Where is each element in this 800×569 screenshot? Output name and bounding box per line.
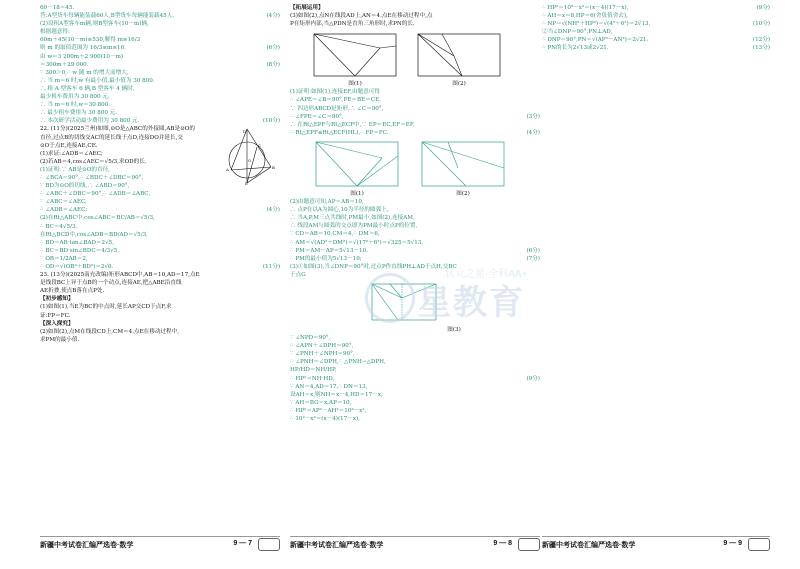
text-line-content: ∴ 线段AM与圆弧的交点即为PM最小时点P的位置, <box>290 223 418 230</box>
column-left <box>40 4 280 344</box>
footer-title: 新疆中考试卷汇编严选卷·数学 <box>40 542 134 549</box>
watermark-main-text: 星教育 <box>417 284 525 322</box>
text-line <box>40 320 280 328</box>
footer-page-7 <box>40 536 280 551</box>
text-line <box>290 105 540 113</box>
text-line <box>290 350 540 358</box>
text-line-content: ∴ ∠FPE＝∠C＝90°, <box>290 113 344 120</box>
text-line-content: 于点G <box>290 271 306 278</box>
text-line <box>290 239 540 247</box>
text-line <box>290 214 540 222</box>
score-label: (4分) <box>266 207 280 214</box>
solution-22-block <box>40 166 280 271</box>
figure-a <box>312 138 402 198</box>
text-line <box>40 214 280 222</box>
text-line-content: ∴ DNP＝90°,PN＝√(AP²－AN²)＝2√21. <box>542 37 649 44</box>
score-label: (7分) <box>526 255 540 262</box>
text-line-content: ∴ Rt△EPF≌Rt△ECF(HL),∴ FP＝FC. <box>290 129 389 136</box>
text-line-content: ∵ ∠PNH＋∠NPH＝90°, <box>290 351 355 358</box>
text-line-content: ②当∠DNP＝90°,PN⊥AD, <box>542 29 613 36</box>
text-line <box>290 121 540 129</box>
text-line <box>40 4 280 12</box>
text-line <box>40 36 280 44</box>
text-line-content: ∴ ∠APN＋∠DPH＝90°, <box>290 343 354 350</box>
text-line <box>290 96 540 104</box>
text-line <box>542 44 770 52</box>
watermark-sub-text: 状元之星·全科AA+ <box>445 269 528 280</box>
solution-23-part3 <box>290 334 540 423</box>
text-line <box>40 134 215 142</box>
figure-2 <box>414 30 504 88</box>
text-line-content: 【拓展运用】 <box>290 5 324 11</box>
text-line-content: (2)若AB＝4,cos∠AEC＝√5/3,求OD的长. <box>40 158 147 165</box>
figure-c-caption: 图(3) <box>447 326 461 333</box>
text-line-content: (2)如图(2),点M在线段CD上,CM＝4.点E在移动过程中, <box>40 328 180 335</box>
score-label: (9分) <box>756 5 770 11</box>
text-line-content: ∵ OB＝1/2AB＝2, <box>40 255 88 262</box>
text-line <box>40 166 280 174</box>
text-line-content: 在Rt△BCD中,cos∠ADB＝BD/AD＝√5/3, <box>40 231 148 238</box>
text-line <box>290 375 540 383</box>
text-line-content: AE折叠,使点B落在点P处. <box>40 288 105 295</box>
text-line <box>40 328 280 336</box>
text-line <box>290 247 540 255</box>
text-line-content: 最少租车费用为 30 800 元. <box>40 94 110 101</box>
text-line <box>290 407 540 415</box>
text-line-content: 60－18＝45. <box>40 5 75 11</box>
text-line <box>290 415 540 423</box>
footer-title: 新疆中考试卷汇编严选卷·数学 <box>290 542 384 549</box>
score-label: (4分) <box>266 13 280 20</box>
text-line <box>40 53 280 61</box>
text-line <box>40 20 280 28</box>
text-line <box>40 174 280 182</box>
text-line <box>40 158 215 166</box>
text-line <box>40 190 280 198</box>
text-line-content: HP/HD＝NH/HP, <box>290 367 337 374</box>
text-line <box>542 12 770 20</box>
text-line-content: (1)证明:∵ AB是⊙O的直径, <box>40 166 110 173</box>
figure-b-caption: 图(2) <box>456 190 470 197</box>
text-line-content: ∵ CD＝AB＝10,CM＝4,∴ DM＝6, <box>290 231 380 238</box>
text-line <box>40 44 280 52</box>
text-line-content: ∴ BC＝BD·sin∠BDC＝4/3√5, <box>40 247 120 254</box>
text-line-content: 证:FP＝FC. <box>40 312 71 319</box>
text-line <box>40 182 280 190</box>
text-line <box>40 279 280 287</box>
text-line <box>290 342 540 350</box>
footer-page-number: 9 — 7 <box>233 540 252 547</box>
text-line-content: ∵ 300＞0,∴ w 随 m 的增大而增大, <box>40 69 129 76</box>
text-line-content: 直径,过点B的切线交AC的延长线于点D,连接DO并延长,交 <box>40 134 183 141</box>
text-line-content: ∴ ∠BCA＝90°,∴ ∠BDC＋∠DBC＝90°, <box>40 174 144 181</box>
text-line-content: (3)如图(2),点N在线段AD上,AN＝4.点E在移动过程中,点 <box>290 13 433 20</box>
text-line <box>40 295 280 303</box>
text-line-content: 23. (13分)(2025南充改编)矩形ABCD中,AB＝10,AD＝17,点E <box>40 272 200 279</box>
text-line <box>542 28 770 36</box>
text-line-content: ∴ ∠ABC＋∠DBC＝90°,∴ ∠ADB＝∠ABC, <box>40 191 151 198</box>
text-line <box>290 366 540 374</box>
score-label: (10分) <box>262 118 280 125</box>
text-line-content: 则 m 的取值范围为 16/3≤m≤10. <box>40 45 126 52</box>
figures-row-2 <box>312 138 540 198</box>
text-line <box>290 399 540 407</box>
text-line <box>290 113 540 121</box>
text-line-content: ∴ 当A,P,M三点共线时,PM最小,如图(2),连接AM, <box>290 215 415 222</box>
publisher-logo-icon <box>258 538 280 551</box>
text-line <box>290 230 540 238</box>
text-line-content: ∴ HP²＝NH·HD, <box>290 375 335 382</box>
text-line <box>290 255 540 263</box>
publisher-logo-icon <box>748 538 770 551</box>
text-line-content: ∴ 当 m＝6 时,w＝30 800. <box>40 102 111 109</box>
text-line <box>40 61 280 69</box>
text-line-content: 答:A型货车每辆能装载60人,B型货车每辆能装载45人. <box>40 13 175 20</box>
text-line-content: ∴ 最少租车费用为 30 800 元. <box>40 110 118 117</box>
text-line <box>290 222 540 230</box>
text-line-content: ∴ NP＝√(NH²＋HP²)＝√(4²＋6²)＝2√13, <box>542 21 651 28</box>
svg-text:E: E <box>245 181 248 186</box>
figure-1-caption: 图(1) <box>348 81 362 88</box>
text-line <box>40 77 280 85</box>
text-line <box>40 142 215 150</box>
svg-text:B: B <box>272 165 275 171</box>
text-line <box>40 271 280 279</box>
text-line <box>40 150 215 158</box>
text-line-content: 【初步感知】 <box>40 296 74 303</box>
score-label: (6分) <box>266 45 280 52</box>
footer-title: 新疆中考试卷汇编严选卷·数学 <box>542 542 636 549</box>
text-line-content: ∴ OD＝√(OB²＋BD²)＝2√6. <box>40 264 114 270</box>
text-line <box>290 198 540 206</box>
column-right <box>542 4 770 53</box>
text-line-content: P在矩形内部,当△PDN是直角三角形时,求PN的长. <box>290 21 415 28</box>
score-label: (6分) <box>526 247 540 254</box>
svg-text:A: A <box>226 167 229 173</box>
text-line <box>40 255 280 263</box>
svg-text:O: O <box>248 158 252 164</box>
footer-page-9 <box>542 536 770 551</box>
text-line <box>290 334 540 342</box>
text-line-content: 22. (11分)(2025兰州)如图,⊙O是△ABC的外接圆,AB是⊙O的 <box>40 126 195 133</box>
text-line-content: ∴ ∠APE＝∠B＝90°,PE＝BE＝CE, <box>290 97 381 104</box>
text-line <box>40 287 280 295</box>
text-line <box>40 101 280 109</box>
figure-a-caption: 图(1) <box>350 190 364 197</box>
text-line-content: ∴ AM＝√(AD²＋DM²)＝√(17²＋6²)＝√325＝5√13, <box>290 239 424 246</box>
text-line-content: 根据题意得: <box>40 29 70 36</box>
text-line-content: 设AH＝x,则NH＝x－4,HD＝17－x, <box>290 391 383 398</box>
text-line-content: ∴ AH＝x＝8,HP＝6(舍负值舍去), <box>542 13 628 20</box>
footer-page-number: 9 — 9 <box>723 540 742 547</box>
text-line <box>40 93 280 101</box>
footer-page-8 <box>290 536 540 551</box>
svg-text:C: C <box>258 143 262 149</box>
text-line-content: ∴ PN的长为2√13或2√21. <box>542 45 609 52</box>
text-line-content: ∴ HP²＝AP²－AH²＝10²－x², <box>290 407 367 414</box>
text-line-content: ∴ PM的最小值为5√13－10; <box>290 255 362 262</box>
question-23-part3 <box>290 4 540 28</box>
text-line-content: ＝300m＋29 000. <box>40 61 89 68</box>
text-line-content: ∴ ∠PNH＝∠DPH,∴ △PNH∽△DPH, <box>290 359 386 366</box>
solution-21-block <box>40 4 280 125</box>
text-line-content: ∴ ∠ADB＝∠AEC; <box>40 207 88 214</box>
solution-23-continued <box>542 4 770 53</box>
text-line <box>40 303 280 311</box>
text-line-content: ∴ BC＝4√5/3, <box>40 223 78 230</box>
text-line <box>290 383 540 391</box>
text-line <box>290 358 540 366</box>
question-23-block <box>40 271 280 344</box>
figure-2-caption: 图(2) <box>452 81 466 88</box>
text-line-content: 是线段BC上异于点B的一个动点,连接AE,把△ABE沿直线 <box>40 280 182 287</box>
text-line <box>290 20 540 28</box>
text-line-content: ∵ AH＝BG＝x,AP＝10, <box>290 399 352 406</box>
text-line <box>40 312 280 320</box>
text-line <box>542 4 770 12</box>
text-line-content: (3)①如图(3),当∠DNP＝90°时,过点P作直线PH⊥AD于点H,交BC <box>290 263 457 270</box>
text-line-content: (2)由题意可知,AP＝AB＝10, <box>290 199 364 206</box>
score-label: (11分) <box>262 264 280 270</box>
score-label: (3分) <box>526 113 540 120</box>
column-middle <box>290 4 540 423</box>
figures-row-1 <box>310 30 540 88</box>
text-line-content: 由 w＝3 200m＋2 900(10－m) <box>40 53 124 60</box>
text-line <box>40 231 280 239</box>
text-line <box>542 36 770 44</box>
text-line <box>40 69 280 77</box>
question-22-text <box>40 125 215 165</box>
text-line-content: ∵ ∠NPD＝90°, <box>290 335 331 342</box>
text-line <box>40 28 280 36</box>
text-line-content: (1)如图(1),当E为BC的中点时,延长AP交CD于点F,求 <box>40 304 172 311</box>
text-line <box>290 129 540 137</box>
score-label: (8分) <box>266 61 280 68</box>
watermark-logo-icon <box>365 273 415 323</box>
text-line <box>290 391 540 399</box>
text-line <box>40 263 280 271</box>
text-line <box>40 336 280 344</box>
score-label: (10分) <box>752 21 770 28</box>
text-line-content: ∴ 租 A 型客车 6 辆,B 型客车 4 辆时, <box>40 85 135 92</box>
text-line <box>40 206 280 214</box>
figure-1 <box>310 30 400 88</box>
text-line-content: ⊙O于点E,连接AE,CE. <box>40 142 98 149</box>
footer-page-number: 9 — 8 <box>493 540 512 547</box>
text-line-content: ∴ HP²＝10²－x²＝(x－4)(17－x), <box>542 5 629 11</box>
text-line <box>40 109 280 117</box>
figure-b <box>418 138 508 198</box>
solution-23-part1 <box>290 88 540 137</box>
text-line-content: ∴ 点P在以A为圆心,10为半径的圆弧上, <box>290 207 389 214</box>
text-line <box>40 85 280 93</box>
text-line <box>290 4 540 12</box>
text-line-content: 60m＋45(10－m)≥530,解得 m≥16/3 <box>40 37 141 44</box>
score-label: (9分) <box>526 375 540 382</box>
text-line <box>40 239 280 247</box>
text-line-content: ∵ ∠ABC＝∠AEC, <box>40 199 87 206</box>
text-line-content: 求PM的最小值. <box>40 336 80 343</box>
publisher-logo-icon <box>518 538 540 551</box>
score-label: (13分) <box>752 45 770 52</box>
score-label: (12分) <box>752 37 770 44</box>
text-line-content: ∵ AN＝4,AD＝17,∴ DN＝13, <box>290 383 368 390</box>
text-line <box>290 88 540 96</box>
watermark <box>325 265 585 335</box>
text-line-content: (1)证明:如图(1),连接EF,由题意可得 <box>290 89 380 96</box>
score-label: (4分) <box>526 129 540 136</box>
text-line-content: ∴ PM＝AM－AP＝5√13－10. <box>290 247 368 254</box>
text-line-content: (2)在Rt△ABC中,cos∠ABC＝BC/AB＝√5/3, <box>40 215 155 222</box>
text-line <box>290 12 540 20</box>
text-line-content: ∴ 在Rt△EPF与Rt△ECF中,∵ EP＝EC,EF＝EF, <box>290 121 415 128</box>
text-line <box>40 223 280 231</box>
text-line <box>40 198 280 206</box>
text-line-content: (2)设租A型客车m辆,则B型客车(10－m)辆, <box>40 21 149 28</box>
text-line-content: (1)求证:∠ADB＝∠AEC; <box>40 150 103 157</box>
text-line <box>40 125 215 133</box>
text-line-content: ∴ 本次研学活动最少费用为 30 800 元. <box>40 118 140 125</box>
text-line-content: ∵ BD为⊙O的切线,∴ ∠ABD＝90°, <box>40 183 130 190</box>
text-line <box>40 247 280 255</box>
svg-text:D: D <box>243 129 247 135</box>
text-line <box>40 117 280 125</box>
text-line-content: ∵ 四边形ABCD是矩形,∴ ∠C＝90°, <box>290 105 384 112</box>
text-line <box>542 20 770 28</box>
text-line-content: ∴ 10²－x²＝(x－4)(17－x), <box>290 416 360 422</box>
text-line <box>40 12 280 20</box>
text-line <box>290 206 540 214</box>
text-line-content: 【深入探究】 <box>40 320 74 327</box>
text-line-content: ∴ 当 m＝6 时,w 有最小值,最小值为 30 800. <box>40 77 155 84</box>
text-line-content: ∴ BD＝AB·tan∠BAD＝2√5, <box>40 239 115 246</box>
